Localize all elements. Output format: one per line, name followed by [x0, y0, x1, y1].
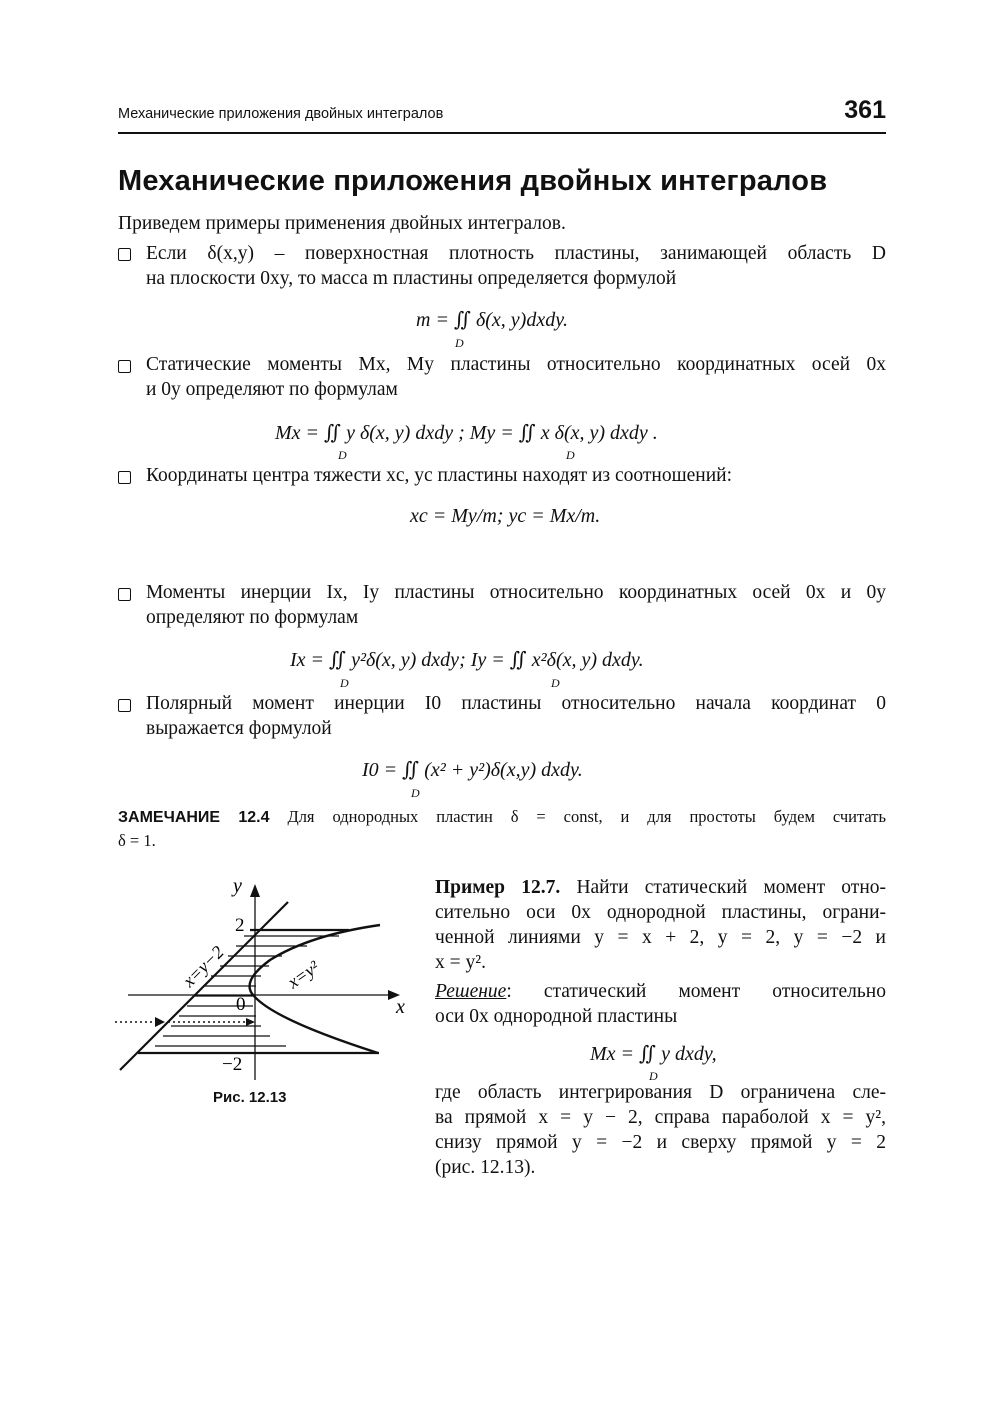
example-line-4: x = y².: [435, 952, 486, 973]
formula-example-moment: Mx = ∬ y dxdy,: [590, 1043, 717, 1065]
bullet-marker: [118, 471, 131, 484]
y-axis-arrow: [250, 884, 260, 897]
domain-label: D: [338, 448, 347, 462]
remark-line-2: δ = 1.: [118, 831, 156, 850]
bullet-5-line-2: выражается формулой: [146, 718, 332, 739]
parabola-label: x=y²: [283, 956, 323, 993]
bullet-marker: [118, 588, 131, 601]
dotted-arrow-head-2: [246, 1018, 255, 1026]
domain-label: D: [566, 448, 575, 462]
remark-label: ЗАМЕЧАНИЕ 12.4: [118, 809, 270, 826]
tick-label-2: 2: [235, 915, 245, 936]
formula-moments-of-inertia: Ix = ∬ y²δ(x, y) dxdy; Iy = ∬ x²δ(x, y) dxdy.: [290, 649, 644, 671]
line-x-equals-y-minus-2: [120, 902, 288, 1070]
origin-label: 0: [236, 994, 246, 1015]
page-number: 361: [844, 96, 886, 124]
solution-line-2: оси 0x однородной пластины: [435, 1006, 678, 1027]
bullet-marker: [118, 248, 131, 261]
figure-caption: Рис. 12.13: [213, 1089, 287, 1106]
formula-polar-moment: I0 = ∬ (x² + y²)δ(x,y) dxdy.: [362, 759, 583, 781]
example-line-3: ченной линиями y = x + 2, y = 2, y = −2 и: [435, 927, 886, 948]
example-line-2: сительно оси 0x однородной пластины, ограни-: [435, 902, 886, 923]
solution-line-1: [435, 979, 886, 1004]
bullet-2-line-1: Статические моменты Mx, My пластины относительно координатных осей 0x: [146, 354, 886, 375]
line-label: x=y−2: [178, 941, 228, 991]
running-title: Механические приложения двойных интегралов: [118, 106, 444, 122]
formula-mass: m = ∬ δ(x, y)dxdy.: [416, 309, 568, 331]
bullet-1-line-1: Если δ(x,y) – поверхностная плотность пластины, занимающей область D: [146, 243, 886, 264]
running-header: [118, 96, 886, 134]
bullet-4-line-1: Моменты инерции Ix, Iy пластины относительно координатных осей 0x и 0y: [146, 582, 886, 603]
domain-label: D: [411, 786, 420, 800]
x-axis-label: x: [396, 996, 405, 1018]
section-title: Механические приложения двойных интегралов: [118, 165, 828, 197]
domain-label: D: [551, 676, 560, 690]
solution-label: Решение: [435, 981, 507, 1002]
formula-static-moments: Mx = ∬ y δ(x, y) dxdy ; My = ∬ x δ(x, y) dxdy .: [275, 422, 658, 444]
example-label: Пример 12.7.: [435, 877, 561, 898]
after-line-1: где область интегрирования D ограничена сле-: [435, 1082, 886, 1103]
bullet-5-line-1: Полярный момент инерции I0 пластины относительно начала координат 0: [146, 693, 886, 714]
figure-12-13: [110, 870, 420, 1085]
after-line-2: ва прямой x = y − 2, справа параболой x = y²,: [435, 1107, 886, 1128]
solution-text: : статический момент относительно: [506, 981, 886, 1002]
formula-center-of-mass: xc = My/m; yc = Mx/m.: [410, 505, 601, 527]
bullet-marker: [118, 360, 131, 373]
bullet-2-line-2: и 0y определяют по формулам: [146, 379, 398, 400]
bullet-1-line-2: на плоскости 0xy, то масса m пластины определяется формулой: [146, 268, 677, 289]
bullet-3-line-1: Координаты центра тяжести xc, yc пластины находят из соотношений:: [146, 465, 732, 486]
parabola-curve: [250, 925, 380, 1053]
after-line-4: (рис. 12.13).: [435, 1157, 536, 1178]
y-axis-label: y: [233, 875, 242, 897]
remark-line-1: [118, 804, 886, 830]
example-text: Найти статический момент отно-: [576, 877, 887, 898]
remark-text: Для однородных пластин δ = const, и для простоты будем считать: [287, 807, 887, 826]
intro-paragraph: Приведем примеры применения двойных интегралов.: [118, 213, 566, 234]
bullet-marker: [118, 699, 131, 712]
domain-label: D: [455, 336, 464, 350]
tick-label-minus-2: −2: [222, 1054, 243, 1075]
example-line-1: [435, 875, 886, 900]
after-line-3: снизу прямой y = −2 и сверху прямой y = 2: [435, 1132, 886, 1153]
domain-label: D: [649, 1069, 658, 1083]
domain-label: D: [340, 676, 349, 690]
bullet-4-line-2: определяют по формулам: [146, 607, 359, 628]
